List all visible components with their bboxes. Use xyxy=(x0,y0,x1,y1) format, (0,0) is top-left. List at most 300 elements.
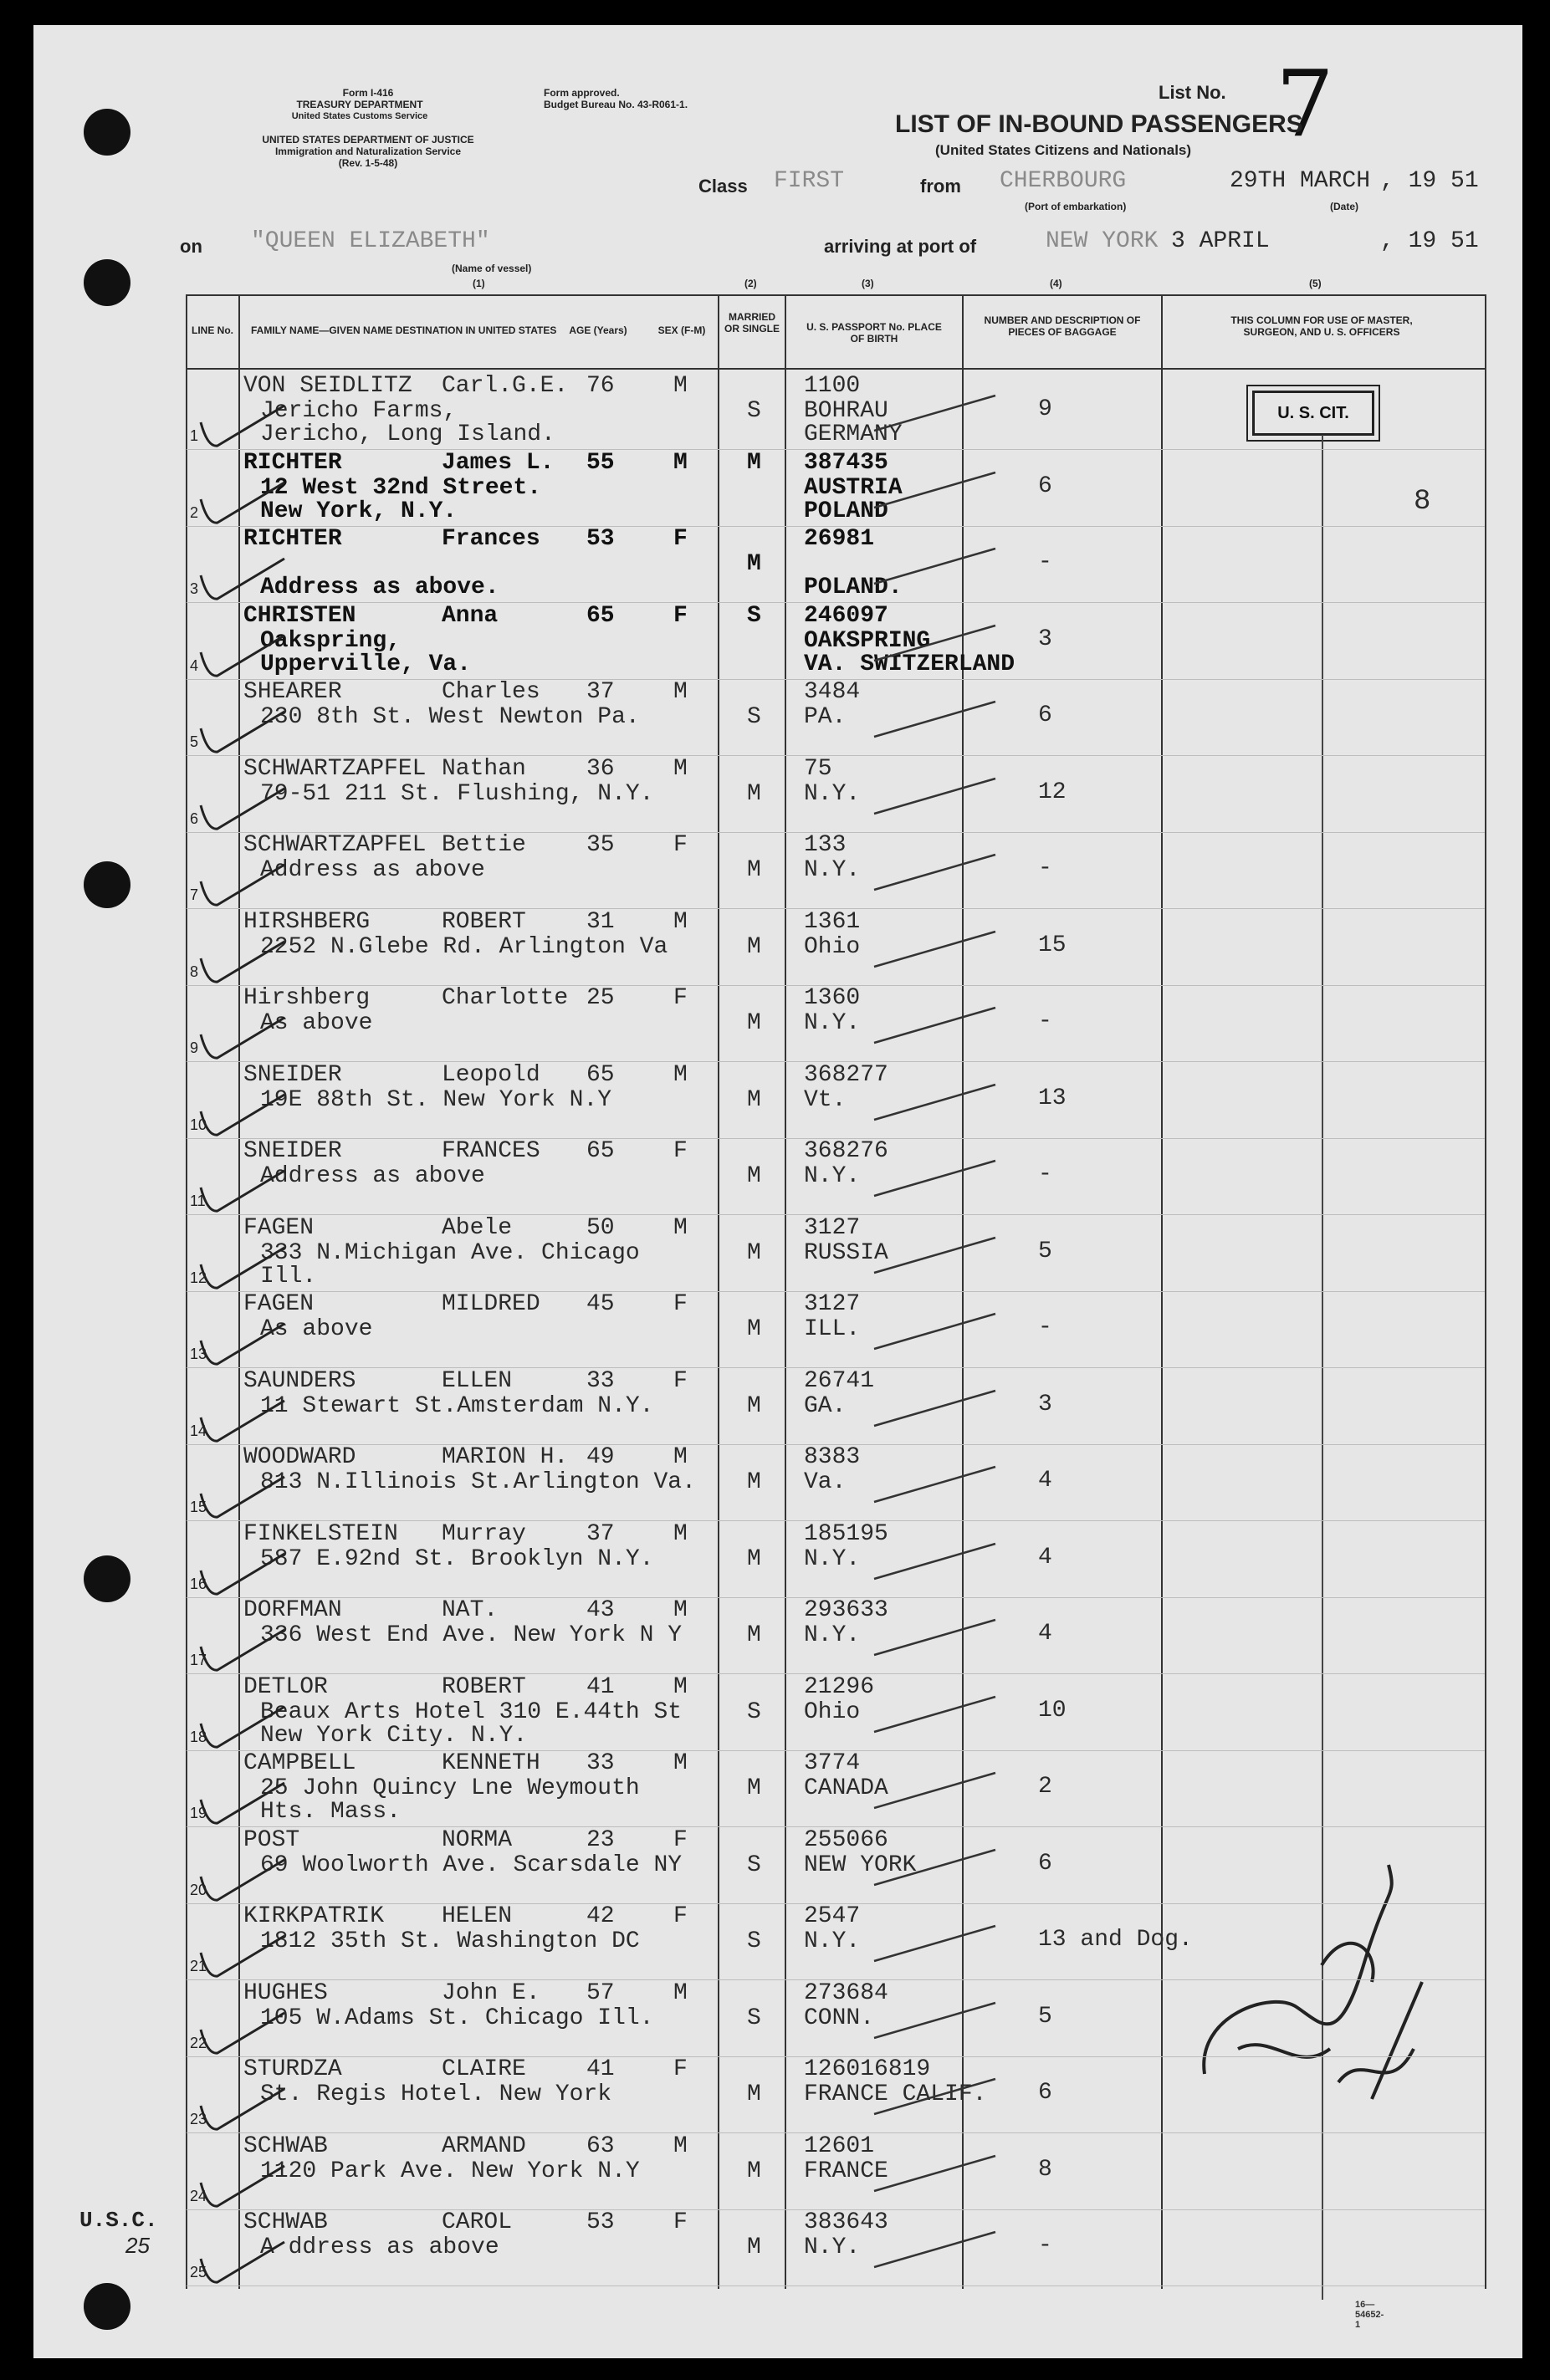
table-row xyxy=(187,1673,1485,1751)
age: 33 xyxy=(586,1367,615,1394)
punch-hole xyxy=(84,259,130,306)
passport-number: 75 xyxy=(804,755,832,782)
table-row xyxy=(187,2132,1485,2210)
given-name: Nathan xyxy=(442,755,526,782)
col-header-line: LINE No. xyxy=(192,324,233,336)
age: 76 xyxy=(586,373,615,399)
address-line-1: 587 E.92nd St. Brooklyn N.Y. xyxy=(260,1545,654,1572)
age: 45 xyxy=(586,1291,615,1317)
passport-check-mark xyxy=(870,1001,1004,1051)
us-citizen-stamp: U. S. CIT. xyxy=(1252,391,1374,436)
passport-check-mark xyxy=(870,1996,1004,2046)
family-name: FAGEN xyxy=(243,1291,315,1317)
line-number: 21 xyxy=(190,1958,207,1974)
embarkation-year: , 19 51 xyxy=(1380,168,1479,194)
passport-number: 3484 xyxy=(804,679,861,705)
birthplace-2: GERMANY xyxy=(804,421,903,447)
marital-status: S xyxy=(747,704,761,730)
form-number: Form I-416 xyxy=(342,87,394,99)
line-number: 10 xyxy=(190,1116,207,1133)
passport-number: 26741 xyxy=(804,1367,875,1394)
justice-dept: UNITED STATES DEPARTMENT OF JUSTICE xyxy=(262,134,474,146)
birthplace: N.Y. xyxy=(804,1163,861,1189)
birthplace: Ohio xyxy=(804,933,861,960)
col-header-married: MARRIED OR SINGLE xyxy=(724,311,780,335)
marital-status: M xyxy=(747,2081,761,2107)
marital-status: M xyxy=(747,2234,761,2260)
punch-hole xyxy=(84,109,130,156)
given-name: ROBERT xyxy=(442,908,526,935)
col-header-age: AGE (Years) xyxy=(569,324,627,336)
line-number: 11 xyxy=(190,1193,206,1209)
passport-check-mark xyxy=(870,542,1004,592)
passport-check-mark xyxy=(870,1919,1004,1969)
sex: F xyxy=(673,526,688,552)
age: 42 xyxy=(586,1903,615,1929)
table-row xyxy=(187,602,1485,680)
marital-status: M xyxy=(747,449,761,476)
passport-number: 3774 xyxy=(804,1750,861,1776)
age: 36 xyxy=(586,755,615,782)
line-number: 18 xyxy=(190,1728,207,1745)
marital-status: M xyxy=(747,1086,761,1113)
family-name: SCHWAB xyxy=(243,2132,328,2159)
passport-number: 255066 xyxy=(804,1826,888,1853)
age: 37 xyxy=(586,1520,615,1547)
birthplace: GA. xyxy=(804,1392,847,1419)
line-number: 4 xyxy=(190,656,199,674)
birthplace: N.Y. xyxy=(804,2234,861,2260)
baggage-count: - xyxy=(1038,855,1052,881)
age: 49 xyxy=(586,1444,615,1470)
revision: (Rev. 1-5-48) xyxy=(338,157,398,169)
form-approved: Form approved. xyxy=(544,87,620,99)
passport-number: 3127 xyxy=(804,1214,861,1241)
marital-status: M xyxy=(747,551,761,577)
marital-status: M xyxy=(747,1622,761,1648)
line-number: 24 xyxy=(190,2187,207,2204)
passport-check-mark xyxy=(870,1307,1004,1357)
table-row xyxy=(187,1214,1485,1292)
address-line-1: Beaux Arts Hotel 310 E.44th St xyxy=(260,1698,683,1725)
passport-number: 368276 xyxy=(804,1138,888,1164)
passport-number: 246097 xyxy=(804,602,888,629)
col-header-passport: U. S. PASSPORT No. PLACE OF BIRTH xyxy=(806,321,942,345)
address-line-1: 1812 35th St. Washington DC xyxy=(260,1928,640,1954)
baggage-count: 4 xyxy=(1038,1468,1052,1494)
passport-check-mark xyxy=(870,1537,1004,1587)
manifest-title: LIST OF IN-BOUND PASSENGERS xyxy=(895,110,1303,138)
passport-number: 21296 xyxy=(804,1673,875,1700)
line-number: 3 xyxy=(190,580,199,597)
sex: M xyxy=(673,1444,688,1470)
baggage-count: - xyxy=(1038,1009,1052,1034)
sex: F xyxy=(673,2056,688,2082)
birthplace: NEW YORK xyxy=(804,1851,917,1878)
table-row xyxy=(187,1596,1485,1674)
baggage-count: 6 xyxy=(1038,2080,1052,2106)
passport-number: 26981 xyxy=(804,526,875,552)
baggage-count: 3 xyxy=(1038,1391,1052,1417)
age: 37 xyxy=(586,679,615,705)
given-name: CLAIRE xyxy=(442,2056,526,2082)
marital-status: S xyxy=(747,398,761,424)
birthplace: N.Y. xyxy=(804,780,861,807)
given-name: ARMAND xyxy=(442,2132,526,2159)
vessel-name: "QUEEN ELIZABETH" xyxy=(251,228,490,254)
check-mark xyxy=(192,1698,293,1757)
address-line-1: Address as above xyxy=(260,857,485,883)
baggage-count: - xyxy=(1038,2233,1052,2259)
passport-check-mark xyxy=(870,389,1004,439)
address-line-1: St. Regis Hotel. New York xyxy=(260,2081,612,2107)
family-name: DETLOR xyxy=(243,1673,328,1700)
address-line-1: As above xyxy=(260,1010,373,1036)
check-mark xyxy=(192,703,293,762)
passport-check-mark xyxy=(870,1154,1004,1204)
line-number: 9 xyxy=(190,1039,199,1056)
baggage-count: 6 xyxy=(1038,472,1052,499)
address-line-2: Address as above. xyxy=(260,575,499,600)
passport-check-mark xyxy=(870,619,1004,669)
baggage-count: 13 and Dog. xyxy=(1038,1927,1193,1953)
age: 33 xyxy=(586,1750,615,1776)
class-label: Class xyxy=(698,176,748,197)
passport-number: 185195 xyxy=(804,1520,888,1547)
given-name: Carl.G.E. xyxy=(442,373,569,399)
marital-status: M xyxy=(747,1545,761,1572)
family-name: SHEARER xyxy=(243,679,342,705)
embarkation-port: CHERBOURG xyxy=(1000,168,1127,194)
address-line-2: Jericho, Long Island. xyxy=(260,421,555,447)
age: 41 xyxy=(586,1673,615,1700)
birthplace: BOHRAU xyxy=(804,398,888,424)
check-mark xyxy=(192,780,293,839)
passport-number: 133 xyxy=(804,832,847,858)
line-number: 1 xyxy=(190,427,199,444)
col-num-3: (3) xyxy=(862,278,874,289)
birthplace: N.Y. xyxy=(804,1010,861,1036)
marital-status: M xyxy=(747,1392,761,1419)
birthplace: N.Y. xyxy=(804,1622,861,1648)
given-name: Anna xyxy=(442,602,499,629)
table-row xyxy=(187,678,1485,756)
baggage-count: 15 xyxy=(1038,932,1067,958)
sex: F xyxy=(673,985,688,1011)
from-label: from xyxy=(920,176,961,197)
table-row xyxy=(187,1749,1485,1827)
given-name: Bettie xyxy=(442,832,526,858)
sex: F xyxy=(673,1826,688,1853)
address-line-2: New York City. N.Y. xyxy=(260,1722,528,1749)
col-num-2: (2) xyxy=(744,278,757,289)
baggage-count: 3 xyxy=(1038,626,1052,652)
given-name: ROBERT xyxy=(442,1673,526,1700)
sex: M xyxy=(673,1214,688,1241)
address-line-1: 11 Stewart St.Amsterdam N.Y. xyxy=(260,1392,654,1419)
passport-number: 8383 xyxy=(804,1444,861,1470)
family-name: FINKELSTEIN xyxy=(243,1520,398,1547)
table-row xyxy=(187,1979,1485,2057)
given-name: NAT. xyxy=(442,1597,499,1623)
passport-number: 1361 xyxy=(804,908,861,935)
age: 65 xyxy=(586,1138,615,1164)
check-mark xyxy=(192,474,293,533)
age: 25 xyxy=(586,985,615,1011)
birthplace: PA. xyxy=(804,704,847,730)
passport-check-mark xyxy=(870,695,1004,745)
table-row xyxy=(187,1290,1485,1368)
address-line-1: 230 8th St. West Newton Pa. xyxy=(260,704,640,730)
given-name: Murray xyxy=(442,1520,526,1547)
sex: M xyxy=(673,373,688,399)
check-mark xyxy=(192,1086,293,1145)
table-row xyxy=(187,449,1485,527)
line-number: 25 xyxy=(190,2264,207,2280)
ins-service: Immigration and Naturalization Service xyxy=(274,146,462,157)
passport-check-mark xyxy=(870,466,1004,516)
table-header-rule xyxy=(186,368,1486,370)
marital-status: M xyxy=(747,2158,761,2184)
given-name: Leopold xyxy=(442,1061,540,1088)
table-row xyxy=(187,1520,1485,1598)
family-name: SNEIDER xyxy=(243,1061,342,1088)
birthplace: RUSSIA xyxy=(804,1239,888,1266)
birthplace: AUSTRIA xyxy=(804,474,903,501)
table-row xyxy=(187,755,1485,833)
given-name: MILDRED xyxy=(442,1291,540,1317)
punch-hole xyxy=(84,861,130,908)
address-line-1: 105 W.Adams St. Chicago Ill. xyxy=(260,2005,654,2031)
passport-check-mark xyxy=(870,925,1004,975)
marital-status: M xyxy=(747,933,761,960)
date-note: (Date) xyxy=(1330,201,1359,212)
birthplace: FRANCE xyxy=(804,2158,888,2184)
check-mark xyxy=(192,1162,293,1221)
age: 55 xyxy=(586,449,615,476)
embarkation-date: 29TH MARCH xyxy=(1230,168,1371,194)
passport-number: 2547 xyxy=(804,1903,861,1929)
table-row xyxy=(187,1367,1485,1445)
arrival-date: 3 APRIL xyxy=(1171,228,1270,254)
age: 41 xyxy=(586,2056,615,2082)
check-mark xyxy=(192,1622,293,1680)
family-name: FAGEN xyxy=(243,1214,315,1241)
baggage-count: 12 xyxy=(1038,779,1067,805)
marital-status: S xyxy=(747,1928,761,1954)
list-no-value: 7 xyxy=(1276,50,1334,157)
address-line-1: 2252 N.Glebe Rd. Arlington Va xyxy=(260,933,668,960)
manifest-subtitle: (United States Citizens and Nationals) xyxy=(935,142,1192,158)
budget-bureau: Budget Bureau No. 43-R061-1. xyxy=(544,99,688,110)
birthplace: OAKSPRING xyxy=(804,627,931,654)
birthplace: CONN. xyxy=(804,2005,875,2031)
check-mark xyxy=(192,2234,293,2292)
family-name: HIRSHBERG xyxy=(243,908,371,935)
sex: M xyxy=(673,2132,688,2159)
line-number: 17 xyxy=(190,1652,207,1668)
given-name: James L. xyxy=(442,449,555,476)
check-mark xyxy=(192,933,293,992)
col-num-1: (1) xyxy=(473,278,485,289)
address-line-2: Ill. xyxy=(260,1263,317,1290)
line-number: 12 xyxy=(190,1269,207,1286)
marital-status: M xyxy=(747,1010,761,1036)
sex: M xyxy=(673,449,688,476)
baggage-count: - xyxy=(1038,1315,1052,1341)
family-name: WOODWARD xyxy=(243,1444,356,1470)
check-mark xyxy=(192,1392,293,1451)
family-name: VON SEIDLITZ xyxy=(243,373,412,399)
age: 50 xyxy=(586,1214,615,1241)
col-num-5: (5) xyxy=(1309,278,1322,289)
vessel-note: (Name of vessel) xyxy=(452,263,532,274)
baggage-count: 5 xyxy=(1038,1238,1052,1264)
marital-status: M xyxy=(747,1163,761,1189)
passport-number: 3127 xyxy=(804,1291,861,1317)
baggage-count: 6 xyxy=(1038,1850,1052,1877)
col-header-officers: THIS COLUMN FOR USE OF MASTER, SURGEON, AND U. S. OFFICERS xyxy=(1230,314,1413,338)
usc-number: 25 xyxy=(125,2233,150,2258)
address-line-1: Oakspring, xyxy=(260,627,402,654)
family-name: HUGHES xyxy=(243,1979,328,2006)
sex: M xyxy=(673,1750,688,1776)
passport-check-mark xyxy=(870,1078,1004,1128)
passport-number: 126016819 xyxy=(804,2056,931,2082)
punch-hole xyxy=(84,2283,130,2330)
address-line-1: 1120 Park Ave. New York N.Y xyxy=(260,2158,640,2184)
family-name: CAMPBELL xyxy=(243,1750,356,1776)
passport-check-mark xyxy=(870,2149,1004,2199)
line-number: 6 xyxy=(190,810,199,827)
birthplace-2: POLAND xyxy=(804,498,888,524)
sex: M xyxy=(673,1597,688,1623)
list-no-label: List No. xyxy=(1159,82,1226,103)
table-row xyxy=(187,1826,1485,1904)
check-mark xyxy=(192,2158,293,2216)
marital-status: M xyxy=(747,857,761,883)
passport-check-mark xyxy=(870,1384,1004,1434)
birthplace: N.Y. xyxy=(804,1928,861,1954)
line-number: 2 xyxy=(190,503,199,521)
check-mark xyxy=(192,1239,293,1298)
marital-status: M xyxy=(747,1316,761,1342)
passport-check-mark xyxy=(870,1231,1004,1281)
marital-status: S xyxy=(747,2005,761,2031)
sex: M xyxy=(673,1520,688,1547)
passport-number: 387435 xyxy=(804,449,888,476)
marital-status: M xyxy=(747,1775,761,1801)
passport-number: 293633 xyxy=(804,1597,888,1623)
class-value: FIRST xyxy=(774,168,845,194)
col-header-baggage: NUMBER AND DESCRIPTION OF PIECES OF BAGGAGE xyxy=(984,314,1141,338)
line-number: 22 xyxy=(190,2034,207,2051)
line-number: 15 xyxy=(190,1499,207,1515)
age: 57 xyxy=(586,1979,615,2006)
birthplace: CANADA xyxy=(804,1775,888,1801)
marital-status: M xyxy=(747,1239,761,1266)
sex: M xyxy=(673,908,688,935)
family-name: KIRKPATRIK xyxy=(243,1903,385,1929)
given-name: Charles xyxy=(442,679,540,705)
family-name: SAUNDERS xyxy=(243,1367,356,1394)
line-number: 16 xyxy=(190,1575,207,1592)
passport-number: 1360 xyxy=(804,985,861,1011)
passport-number: 12601 xyxy=(804,2132,875,2159)
sex: M xyxy=(673,755,688,782)
given-name: HELEN xyxy=(442,1903,513,1929)
table-row xyxy=(187,2209,1485,2286)
arrival-port: NEW YORK xyxy=(1046,228,1159,254)
table-row xyxy=(187,984,1485,1062)
passport-check-mark xyxy=(870,1613,1004,1663)
table-top-rule xyxy=(186,294,1486,296)
table-row xyxy=(187,2056,1485,2133)
family-name: SCHWAB xyxy=(243,2209,328,2235)
check-mark xyxy=(192,1851,293,1910)
check-mark xyxy=(192,397,293,456)
birthplace: N.Y. xyxy=(804,1545,861,1572)
age: 35 xyxy=(586,832,615,858)
baggage-count: 8 xyxy=(1038,2156,1052,2183)
birthplace: Ohio xyxy=(804,1698,861,1725)
family-name: SCHWARTZAPFEL xyxy=(243,755,427,782)
birthplace: Vt. xyxy=(804,1086,847,1113)
table-row xyxy=(187,908,1485,986)
address-line-1: As above xyxy=(260,1316,373,1342)
punch-hole xyxy=(84,1555,130,1602)
arrival-year: , 19 51 xyxy=(1380,228,1479,254)
given-name: ELLEN xyxy=(442,1367,513,1394)
passport-check-mark xyxy=(870,2072,1004,2122)
col-num-4: (4) xyxy=(1050,278,1062,289)
line-number: 14 xyxy=(190,1422,207,1439)
family-name: POST xyxy=(243,1826,300,1853)
birthplace-2: POLAND. xyxy=(804,575,903,600)
check-mark xyxy=(192,1545,293,1604)
age: 65 xyxy=(586,1061,615,1088)
baggage-count: 9 xyxy=(1038,396,1052,422)
customs-service: United States Customs Service xyxy=(291,111,428,121)
age: 63 xyxy=(586,2132,615,2159)
table-row xyxy=(187,1061,1485,1139)
sex: M xyxy=(673,1061,688,1088)
family-name: SNEIDER xyxy=(243,1138,342,1164)
line-number: 23 xyxy=(190,2111,207,2127)
birthplace: FRANCE CALIF. xyxy=(804,2081,987,2107)
marital-status: S xyxy=(747,602,761,629)
address-line-2: Hts. Mass. xyxy=(260,1799,402,1825)
line-number: 8 xyxy=(190,963,199,980)
age: 23 xyxy=(586,1826,615,1853)
col-header-sex: SEX (F-M) xyxy=(657,324,706,336)
check-mark xyxy=(192,550,293,609)
passport-check-mark xyxy=(870,1690,1004,1740)
sex: F xyxy=(673,2209,688,2235)
address-line-1: 69 Woolworth Ave. Scarsdale NY xyxy=(260,1851,683,1878)
check-mark xyxy=(192,1775,293,1833)
given-name: Abele xyxy=(442,1214,513,1241)
given-name: Charlotte xyxy=(442,985,569,1011)
passport-check-mark xyxy=(870,1766,1004,1816)
line-number: 13 xyxy=(190,1346,207,1362)
check-mark xyxy=(192,2081,293,2139)
table-row xyxy=(187,525,1485,603)
family-name: Hirshberg xyxy=(243,985,371,1011)
address-line-1: Jericho Farms, xyxy=(260,398,458,424)
age: 31 xyxy=(586,908,615,935)
given-name: CAROL xyxy=(442,2209,513,2235)
